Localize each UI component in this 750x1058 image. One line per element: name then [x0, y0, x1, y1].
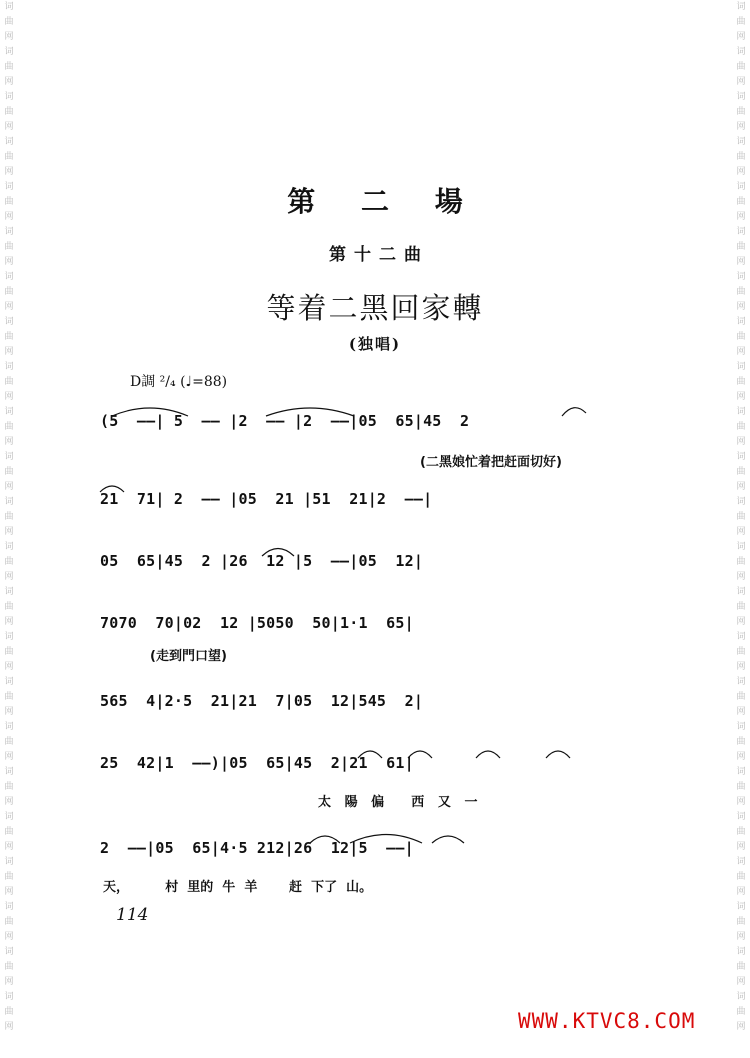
music-row-6 [100, 754, 600, 784]
side-watermark-char: 网 [4, 932, 14, 942]
side-watermark-char: 词 [736, 452, 746, 462]
side-watermark-char: 词 [4, 857, 14, 867]
side-watermark-char: 网 [736, 1022, 746, 1032]
side-watermark-char: 网 [736, 437, 746, 447]
side-watermark-char: 词 [736, 362, 746, 372]
side-watermark-char: 曲 [736, 782, 746, 792]
side-watermark-char: 词 [4, 677, 14, 687]
side-watermark-char: 曲 [736, 647, 746, 657]
left-side-watermark [2, 0, 16, 1058]
lyric-line-1: 太 陽 偏 西 又 一 [318, 795, 478, 810]
side-watermark-char: 曲 [736, 62, 746, 72]
side-watermark-char: 网 [4, 662, 14, 672]
side-watermark-char: 词 [736, 677, 746, 687]
side-watermark-char: 网 [736, 302, 746, 312]
site-watermark: WWW.KTVC8.COM [518, 1009, 696, 1033]
side-watermark-char: 词 [4, 767, 14, 777]
side-watermark-char: 网 [736, 77, 746, 87]
side-watermark-char: 词 [4, 137, 14, 147]
side-watermark-char: 词 [736, 92, 746, 102]
side-watermark-char: 曲 [736, 17, 746, 27]
side-watermark-char: 词 [4, 902, 14, 912]
side-watermark-char: 词 [4, 587, 14, 597]
notation-row-4: 7070 70|02 12 |5050 50|1·1 65| [100, 614, 414, 632]
side-watermark-char: 曲 [736, 467, 746, 477]
side-watermark-char: 网 [4, 302, 14, 312]
side-watermark-char: 网 [4, 977, 14, 987]
side-watermark-char: 曲 [736, 962, 746, 972]
side-watermark-char: 曲 [4, 602, 14, 612]
side-watermark-char: 曲 [736, 197, 746, 207]
side-watermark-char: 曲 [736, 827, 746, 837]
side-watermark-char: 网 [4, 212, 14, 222]
music-row-5 [100, 692, 600, 722]
music-row-3 [100, 552, 600, 582]
side-watermark-char: 网 [736, 212, 746, 222]
side-watermark-char: 曲 [736, 287, 746, 297]
side-watermark-char: 词 [736, 272, 746, 282]
side-watermark-char: 曲 [736, 107, 746, 117]
side-watermark-char: 词 [4, 542, 14, 552]
side-watermark-char: 网 [736, 527, 746, 537]
side-watermark-char: 曲 [736, 242, 746, 252]
stage-direction-2: (走到門口望) [150, 649, 227, 664]
side-watermark-char: 网 [4, 167, 14, 177]
side-watermark-char: 网 [736, 662, 746, 672]
notation-row-1: (5 ——| 5 —— |2 —— |2 ——|05 65|45 2 [100, 412, 470, 430]
side-watermark-char: 网 [4, 122, 14, 132]
right-side-watermark [734, 0, 748, 1058]
side-watermark-char: 词 [4, 632, 14, 642]
side-watermark-char: 词 [736, 632, 746, 642]
side-watermark-char: 网 [4, 887, 14, 897]
side-watermark-char: 曲 [4, 287, 14, 297]
side-watermark-char: 网 [4, 392, 14, 402]
stage-direction-1: (二黑娘忙着把赶面切好) [420, 455, 562, 470]
side-watermark-char: 网 [4, 752, 14, 762]
side-watermark-char: 词 [4, 227, 14, 237]
side-watermark-char: 网 [4, 797, 14, 807]
side-watermark-char: 词 [4, 947, 14, 957]
side-watermark-char: 词 [4, 2, 14, 12]
side-watermark-char: 词 [736, 992, 746, 1002]
side-watermark-char: 词 [736, 182, 746, 192]
side-watermark-char: 曲 [736, 872, 746, 882]
music-row-7 [100, 839, 600, 869]
side-watermark-char: 词 [4, 407, 14, 417]
side-watermark-char: 词 [4, 92, 14, 102]
music-row-1 [100, 412, 600, 442]
side-watermark-char: 网 [736, 122, 746, 132]
side-watermark-char: 网 [736, 347, 746, 357]
side-watermark-char: 网 [4, 707, 14, 717]
song-number: 第十二曲 [329, 245, 429, 265]
side-watermark-char: 曲 [4, 962, 14, 972]
side-watermark-char: 曲 [4, 917, 14, 927]
side-watermark-char: 曲 [736, 917, 746, 927]
side-watermark-char: 曲 [4, 332, 14, 342]
side-watermark-char: 词 [4, 317, 14, 327]
side-watermark-char: 词 [736, 407, 746, 417]
side-watermark-char: 曲 [4, 422, 14, 432]
music-row-2 [100, 490, 600, 520]
side-watermark-char: 曲 [736, 1007, 746, 1017]
side-watermark-char: 网 [736, 392, 746, 402]
notation-row-3: 05 65|45 2 |26 12 |5 ——|05 12| [100, 552, 424, 570]
side-watermark-char: 词 [4, 722, 14, 732]
notation-row-2: 21 71| 2 —— |05 21 |51 21|2 ——| [100, 490, 433, 508]
side-watermark-char: 曲 [4, 737, 14, 747]
side-watermark-char: 网 [736, 977, 746, 987]
side-watermark-char: 词 [736, 497, 746, 507]
side-watermark-char: 词 [736, 947, 746, 957]
side-watermark-char: 曲 [736, 332, 746, 342]
side-watermark-char: 词 [736, 587, 746, 597]
side-watermark-char: 曲 [736, 152, 746, 162]
side-watermark-char: 词 [736, 47, 746, 57]
side-watermark-char: 曲 [736, 602, 746, 612]
music-row-4 [100, 614, 600, 644]
side-watermark-char: 词 [736, 812, 746, 822]
side-watermark-char: 网 [736, 707, 746, 717]
side-watermark-char: 词 [4, 812, 14, 822]
side-watermark-char: 网 [736, 842, 746, 852]
side-watermark-char: 曲 [736, 422, 746, 432]
side-watermark-char: 网 [736, 752, 746, 762]
side-watermark-char: 曲 [736, 377, 746, 387]
side-watermark-char: 网 [736, 32, 746, 42]
side-watermark-char: 网 [4, 482, 14, 492]
notation-row-5: 565 4|2·5 21|21 7|05 12|545 2| [100, 692, 424, 710]
side-watermark-char: 曲 [4, 107, 14, 117]
side-watermark-char: 曲 [736, 737, 746, 747]
side-watermark-char: 词 [736, 767, 746, 777]
side-watermark-char: 网 [736, 887, 746, 897]
side-watermark-char: 曲 [4, 152, 14, 162]
side-watermark-char: 词 [736, 227, 746, 237]
side-watermark-char: 词 [4, 497, 14, 507]
side-watermark-char: 网 [736, 167, 746, 177]
side-watermark-char: 曲 [736, 557, 746, 567]
performance-mode: (独唱) [348, 335, 402, 353]
side-watermark-char: 曲 [4, 197, 14, 207]
side-watermark-char: 曲 [4, 467, 14, 477]
scene-title: 第 二 場 [287, 185, 481, 218]
side-watermark-char: 词 [736, 722, 746, 732]
side-watermark-char: 网 [4, 32, 14, 42]
side-watermark-char: 曲 [736, 692, 746, 702]
side-watermark-char: 网 [4, 347, 14, 357]
side-watermark-char: 词 [4, 182, 14, 192]
side-watermark-char: 曲 [4, 17, 14, 27]
side-watermark-char: 网 [4, 572, 14, 582]
side-watermark-char: 曲 [4, 782, 14, 792]
side-watermark-char: 网 [736, 257, 746, 267]
side-watermark-char: 网 [4, 617, 14, 627]
side-watermark-char: 曲 [4, 62, 14, 72]
side-watermark-char: 曲 [4, 1007, 14, 1017]
side-watermark-char: 词 [4, 992, 14, 1002]
side-watermark-char: 曲 [4, 512, 14, 522]
side-watermark-char: 词 [736, 317, 746, 327]
side-watermark-char: 网 [4, 1022, 14, 1032]
side-watermark-char: 词 [736, 137, 746, 147]
side-watermark-char: 曲 [4, 242, 14, 252]
side-watermark-char: 词 [736, 857, 746, 867]
side-watermark-char: 词 [4, 452, 14, 462]
side-watermark-char: 网 [4, 842, 14, 852]
side-watermark-char: 网 [736, 932, 746, 942]
side-watermark-char: 曲 [4, 647, 14, 657]
side-watermark-char: 词 [736, 2, 746, 12]
side-watermark-char: 曲 [4, 872, 14, 882]
side-watermark-char: 网 [4, 257, 14, 267]
side-watermark-char: 网 [736, 572, 746, 582]
side-watermark-char: 网 [4, 77, 14, 87]
side-watermark-char: 词 [4, 272, 14, 282]
side-watermark-char: 词 [4, 362, 14, 372]
side-watermark-char: 曲 [736, 512, 746, 522]
side-watermark-char: 词 [736, 902, 746, 912]
page-number: 114 [116, 905, 149, 925]
notation-row-6: 25 42|1 ——)|05 65|45 2|21 61| [100, 754, 414, 772]
side-watermark-char: 网 [736, 617, 746, 627]
side-watermark-char: 网 [736, 482, 746, 492]
song-title: 等着二黑回家轉 [266, 291, 484, 325]
side-watermark-char: 曲 [4, 692, 14, 702]
side-watermark-char: 词 [736, 542, 746, 552]
notation-row-7: 2 ——|05 65|4·5 212|26 12|5 ——| [100, 839, 414, 857]
side-watermark-char: 网 [736, 797, 746, 807]
side-watermark-char: 曲 [4, 557, 14, 567]
side-watermark-char: 网 [4, 527, 14, 537]
side-watermark-char: 曲 [4, 377, 14, 387]
key-signature: D調 ²/₄ (♩=88) [130, 374, 228, 390]
side-watermark-char: 曲 [4, 827, 14, 837]
side-watermark-char: 词 [4, 47, 14, 57]
lyric-line-2: 天， 村 里的 牛 羊 赶 下了 山。 [103, 880, 373, 895]
side-watermark-char: 网 [4, 437, 14, 447]
